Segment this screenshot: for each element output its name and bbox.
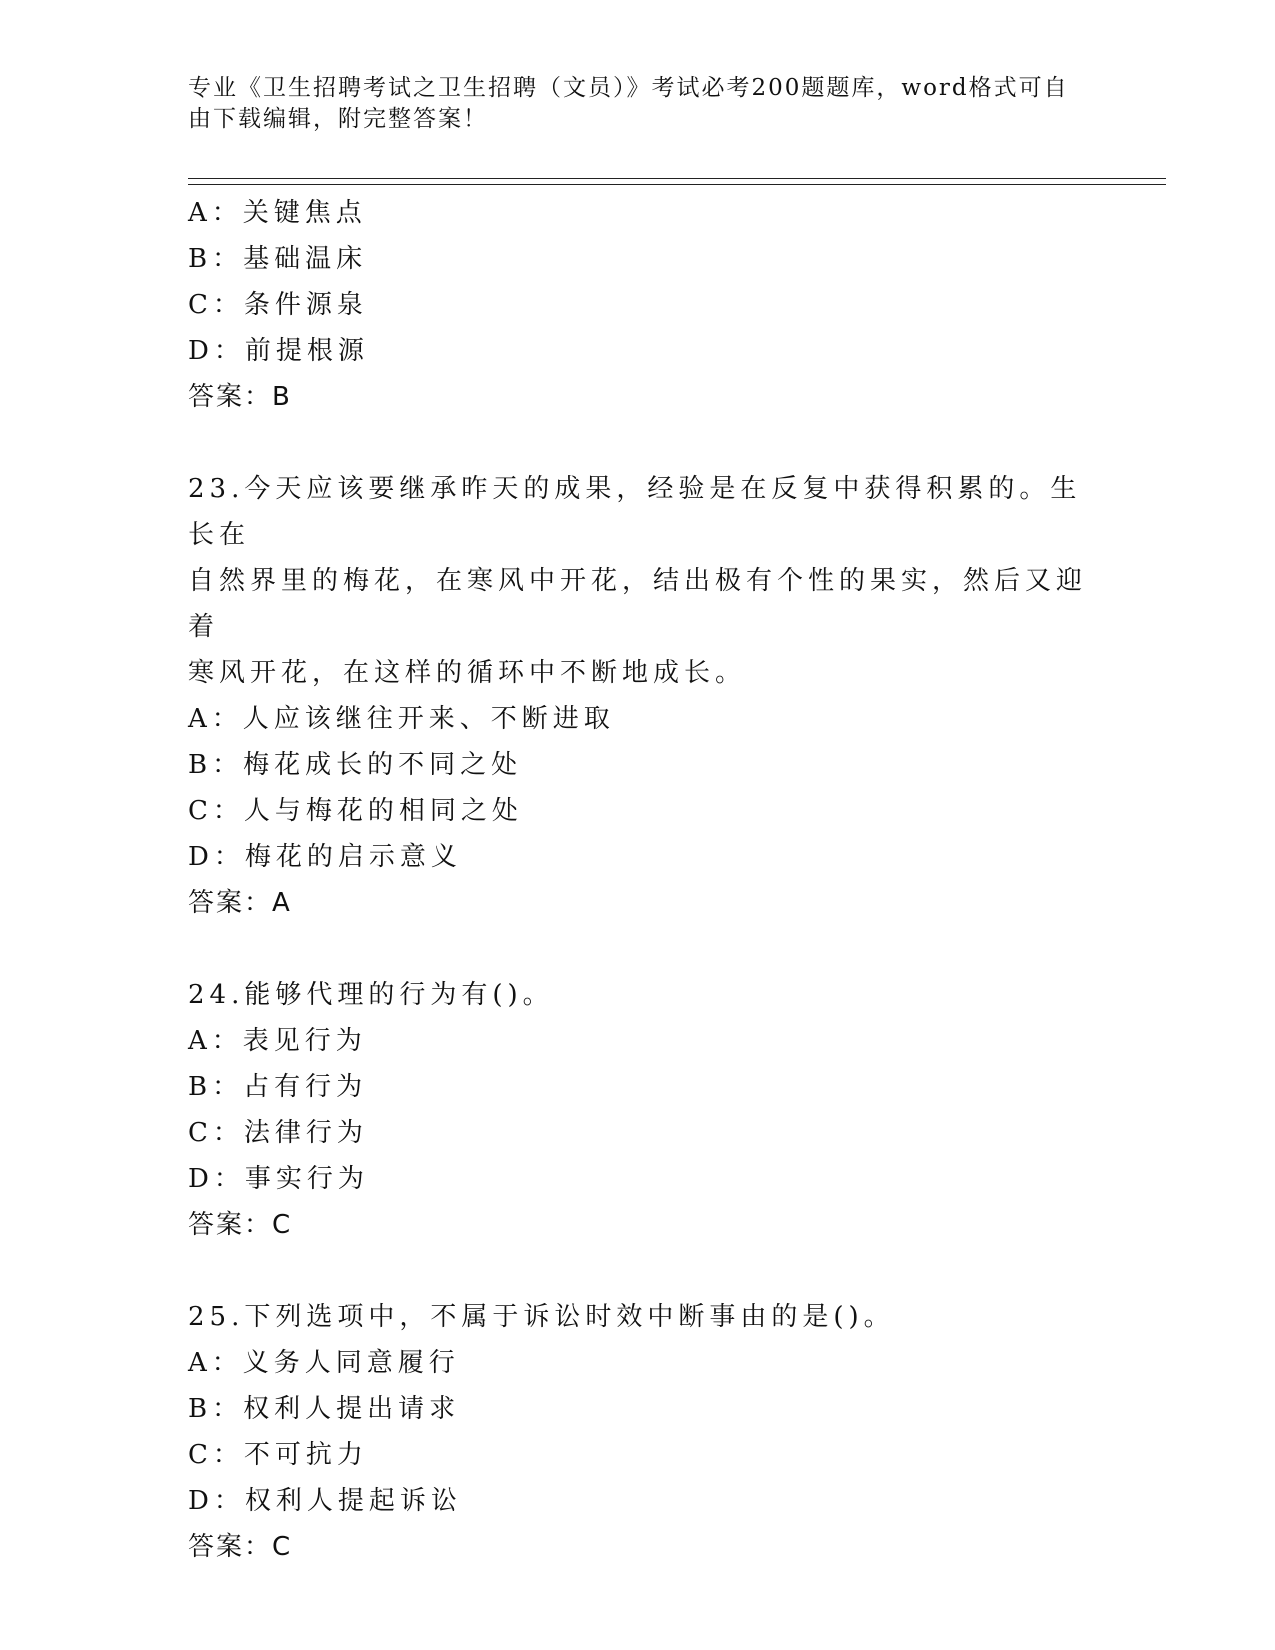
answer: 答案：A bbox=[188, 888, 292, 918]
answer: 答案：C bbox=[188, 1210, 293, 1240]
question-text: 25.下列选项中，不属于诉讼时效中断事由的是()。 bbox=[188, 1302, 895, 1332]
option-b: B：基础温床 bbox=[188, 244, 368, 274]
question-24 bbox=[188, 972, 1088, 1248]
answer: 答案：B bbox=[188, 382, 292, 412]
option-d: D：事实行为 bbox=[188, 1164, 369, 1194]
option-d: D：权利人提起诉讼 bbox=[188, 1486, 462, 1516]
question-25 bbox=[188, 1294, 1088, 1570]
option-b: B：权利人提出请求 bbox=[188, 1394, 461, 1424]
option-a: A：关键焦点 bbox=[188, 198, 367, 228]
question-text: 24.能够代理的行为有()。 bbox=[188, 980, 554, 1010]
option-c: C：条件源泉 bbox=[188, 290, 368, 320]
spacer bbox=[188, 1248, 1088, 1294]
question-list bbox=[188, 190, 1088, 1570]
option-a: A：义务人同意履行 bbox=[188, 1348, 460, 1378]
option-b: B：梅花成长的不同之处 bbox=[188, 750, 523, 780]
option-a: A：表见行为 bbox=[188, 1026, 367, 1056]
option-c: C：法律行为 bbox=[188, 1118, 368, 1148]
option-d: D：梅花的启示意义 bbox=[188, 842, 462, 872]
option-c: C：人与梅花的相同之处 bbox=[188, 796, 523, 826]
question-23 bbox=[188, 466, 1088, 926]
option-d: D：前提根源 bbox=[188, 336, 369, 366]
header-divider-bottom bbox=[188, 184, 1166, 185]
document-header: 专业《卫生招聘考试之卫生招聘（文员）》考试必考200题题库，word格式可自由下载编辑，附完整答案！ bbox=[188, 75, 1069, 132]
question-text: 23.今天应该要继承昨天的成果，经验是在反复中获得积累的。生长在 自然界里的梅花，在寒风中开花，结出极有个性的果实，然后又迎着 寒风开花，在这样的循环中不断地成长。 bbox=[188, 474, 1088, 688]
option-a: A：人应该继往开来、不断进取 bbox=[188, 704, 615, 734]
header-divider-top bbox=[188, 178, 1166, 179]
question-22 bbox=[188, 190, 1088, 420]
spacer bbox=[188, 926, 1088, 972]
spacer bbox=[188, 420, 1088, 466]
option-b: B：占有行为 bbox=[188, 1072, 368, 1102]
answer: 答案：C bbox=[188, 1532, 293, 1562]
option-c: C：不可抗力 bbox=[188, 1440, 368, 1470]
